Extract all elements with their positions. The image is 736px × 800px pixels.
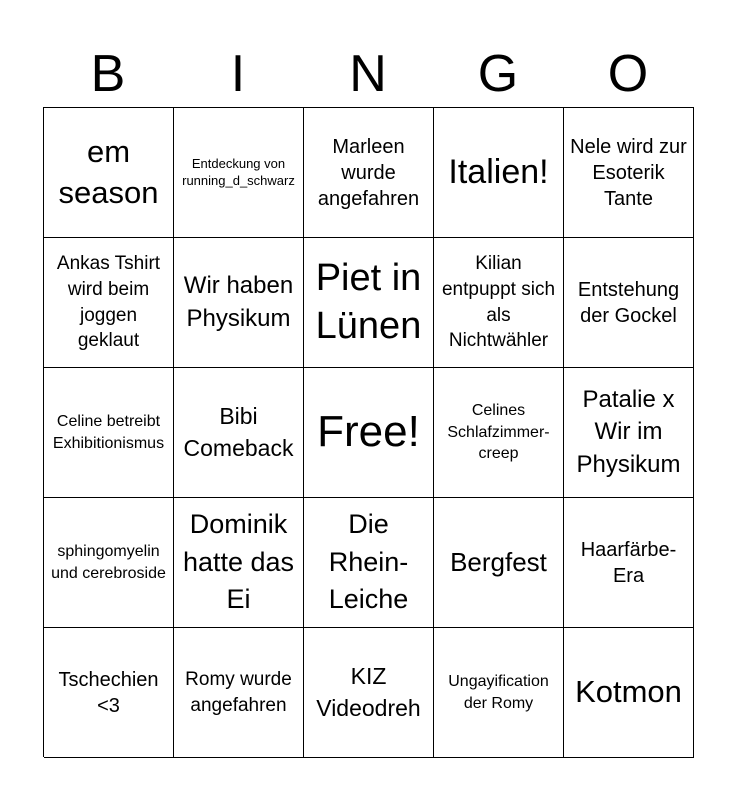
cell-text: Dominik hatte das Ei (182, 508, 295, 615)
bingo-cell-r5c2[interactable] (174, 628, 304, 758)
bingo-cell-r4c4[interactable] (434, 498, 564, 628)
header-letter-g: G (477, 45, 519, 103)
bingo-cell-r3c5[interactable] (564, 368, 694, 498)
cell-text: Nele wird zur Esoterik Tante (570, 135, 687, 210)
cell-text: Italien! (448, 152, 549, 191)
bingo-cell-r5c5[interactable] (564, 628, 694, 758)
bingo-cell-r2c2[interactable] (174, 238, 304, 368)
bingo-cell-r4c5[interactable] (564, 498, 694, 628)
cell-text: KIZ Videodreh (316, 663, 421, 721)
cell-text: Celine betreibt Exhibitionismus (52, 412, 165, 452)
bingo-cell-r3c2[interactable] (174, 368, 304, 498)
cell-text: Piet in Lünen (315, 257, 422, 347)
cell-text: Celines Schlafzimmer-creep (447, 402, 550, 463)
bingo-cell-r2c4[interactable] (434, 238, 564, 368)
cell-text: Bergfest (450, 547, 547, 578)
bingo-cell-r3c3-free[interactable] (304, 368, 434, 498)
cell-text: Die Rhein-Leiche (328, 508, 409, 615)
cell-text: Kilian entpuppt sich als Nichtwähler (441, 253, 556, 352)
cell-text: Wir haben Physikum (183, 272, 294, 332)
cell-text: em season (58, 134, 159, 210)
bingo-cell-r2c1[interactable] (44, 238, 174, 368)
bingo-cell-r5c4[interactable] (434, 628, 564, 758)
bingo-cell-r2c5[interactable] (564, 238, 694, 368)
cell-text: Entdeckung von running_d_schwarz (182, 156, 295, 188)
cell-text: Romy wurde angefahren (185, 668, 292, 716)
bingo-header (43, 40, 693, 108)
bingo-cell-r1c3[interactable] (304, 108, 434, 238)
cell-text: Kotmon (575, 674, 682, 710)
bingo-cell-r3c1[interactable] (44, 368, 174, 498)
bingo-cell-r3c4[interactable] (434, 368, 564, 498)
cell-text: Tschechien <3 (58, 668, 159, 717)
cell-text: Ankas Tshirt wird beim joggen geklaut (56, 253, 161, 352)
header-letter-i: I (230, 45, 246, 103)
bingo-cell-r1c1[interactable] (44, 108, 174, 238)
cell-text: Bibi Comeback (183, 403, 294, 461)
bingo-cell-r5c1[interactable] (44, 628, 174, 758)
bingo-cell-r1c2[interactable] (174, 108, 304, 238)
cell-text: Haarfärbe-Era (580, 538, 677, 587)
header-letter-b: B (90, 45, 126, 103)
free-space-text: Free! (317, 407, 420, 457)
cell-text: Patalie x Wir im Physikum (576, 385, 681, 478)
bingo-cell-r1c5[interactable] (564, 108, 694, 238)
header-letter-o: O (607, 45, 649, 103)
bingo-cell-r4c2[interactable] (174, 498, 304, 628)
cell-text: sphingomyelin und cerebroside (51, 542, 166, 582)
bingo-cell-r4c1[interactable] (44, 498, 174, 628)
cell-text: Ungayification der Romy (448, 672, 549, 712)
cell-text: Marleen wurde angefahren (317, 135, 420, 210)
cell-text: Entstehung der Gockel (577, 278, 680, 327)
bingo-cell-r5c3[interactable] (304, 628, 434, 758)
header-letter-n: N (349, 45, 387, 103)
bingo-board (43, 107, 694, 757)
bingo-cell-r1c4[interactable] (434, 108, 564, 238)
bingo-cell-r2c3[interactable] (304, 238, 434, 368)
bingo-cell-r4c3[interactable] (304, 498, 434, 628)
